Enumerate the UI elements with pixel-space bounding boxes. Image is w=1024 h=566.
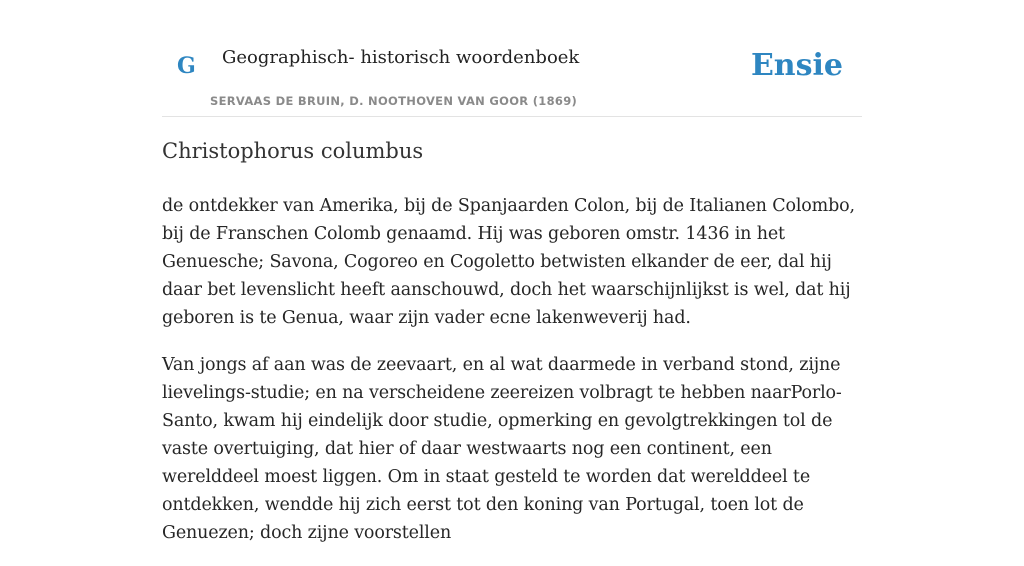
- entry-paragraph: Van jongs af aan was de zeevaart, en al wat daarmede in verband stond, zijne lievelings-studie; en na verscheidene zeereizen volbragt te hebben naarPorlo-Santo, kwam hij eindelijk door studie, opmerking en gevolgtrekkingen tol de vaste overtuiging, dat hier of daar westwaarts nog een continent, een werelddeel moest liggen. Om in staat gesteld te worden dat werelddeel te ontdekken, wendde hij zich eerst tot den koning van Portugal, toen lot de Genuezen; doch zijne voorstellen: [162, 355, 842, 544]
- book-letter-logo: G: [177, 53, 196, 79]
- entry-title: Christophorus columbus: [162, 139, 424, 163]
- book-header: [162, 0, 862, 117]
- book-title: Geographisch- historisch woordenboek: [222, 47, 580, 68]
- book-authors: SERVAAS DE BRUIN, D. NOOTHOVEN VAN GOOR (1869): [210, 94, 578, 108]
- entry-paragraph: de ontdekker van Amerika, bij de Spanjaarden Colon, bij de Italianen Colombo, bij de Franschen Colomb genaamd. Hij was geboren omstr. 1436 in het Genuesche; Savona, Cogoreo en Cogoletto betwisten elkander de eer, dal hij daar bet levenslicht heeft aanschouwd, doch het waarschijnlijkst is wel, dat hij geboren is te Genua, waar zijn vader ecne lakenweverij had.: [162, 196, 855, 329]
- ensie-logo[interactable]: Ensie: [750, 48, 843, 83]
- entry-content: [162, 138, 864, 566]
